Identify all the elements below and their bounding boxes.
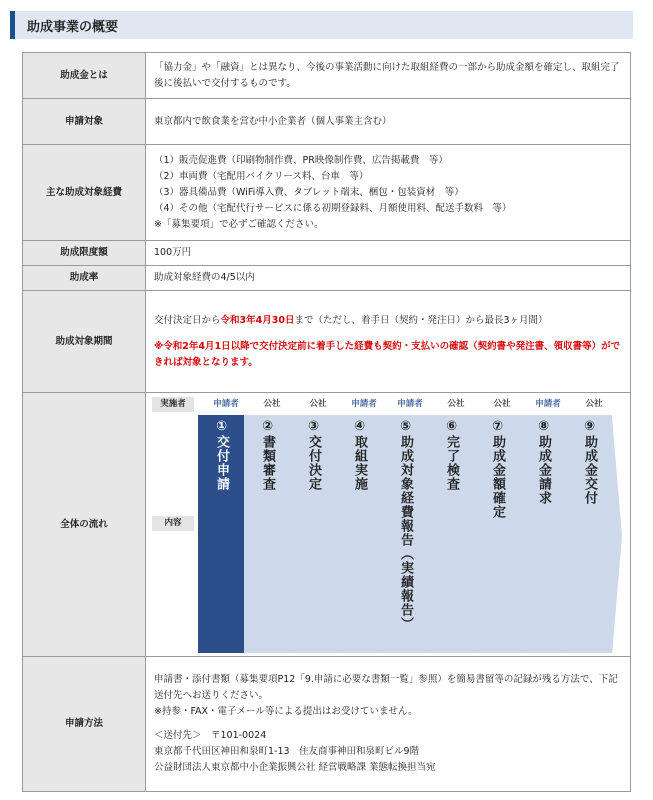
flow-step-actor: 申請者 [351,399,377,409]
flow-arrow [612,417,622,655]
expense-item: （4）その他（宅配代行サービスに係る初期登録料、月額使用料、配送手数料 等） [154,202,512,214]
overview-table [22,52,631,792]
flow-step-box [520,415,566,653]
flow-step-actor: 公社 [309,399,327,409]
flow-step-text: ⑧助成金請求 [536,419,551,505]
actor-row-label: 実施者 [152,397,194,412]
flow-step-text: ②書類審査 [260,419,275,491]
address-line: 公益財団法人東京都中小企業振興公社 経営戦略課 業態転換担当宛 [154,762,436,773]
expense-item: （2）車両費（宅配用バイクリース料、台車 等） [154,170,369,182]
flow-step-box [474,415,520,653]
expense-item: （3）器具備品費（WiFi導入費、タブレット端末、梱包・包装資材 等） [154,186,464,198]
period-deadline: 令和3年4月30日 [220,314,295,326]
row-rate [23,266,631,291]
label-flow: 全体の流れ [23,393,146,657]
flow-step-box [566,415,612,653]
value-target: 東京都内で飲食業を営む中小企業者（個人事業主含む） [146,99,631,145]
flow-step-actor: 申請者 [213,399,239,409]
flow-step-box [336,415,382,653]
flow-step-text: ⑥完了検査 [444,419,459,491]
row-expenses [23,145,631,241]
section-title: 助成事業の概要 [27,20,119,35]
value-method [146,657,631,792]
flow-step-text: ③交付決定 [306,419,321,491]
flow-step-text: ④取組実施 [352,419,367,491]
expense-item: （1）販売促進費（印刷物制作費、PR映像制作費、広告掲載費 等） [154,154,448,166]
flow-step-text: ⑤助成対象経費報告（実績報告） [398,419,413,631]
row-limit [23,241,631,266]
label-target: 申請対象 [23,99,146,145]
flow-step-actor: 公社 [263,399,281,409]
flow-step-box [382,415,428,653]
row-period [23,291,631,393]
label-rate: 助成率 [23,266,146,291]
row-flow [23,393,631,657]
value-what-is: 「協力金」や「融資」とは異なり、今後の事業活動に向けた取組経費の一部から助成金額を確定し、取組完了後に後払いで交付するものです。 [146,53,631,99]
value-expenses [146,145,631,241]
section-header [10,11,633,39]
address-line: 東京都千代田区神田和泉町1-13 住友商事神田和泉町ビル9階 [154,746,420,757]
value-period [146,291,631,393]
flow-step-text: ⑨助成金交付 [582,419,597,505]
value-flow [146,393,631,657]
row-what-is [23,53,631,99]
flow-step-actor: 公社 [447,399,465,409]
label-period: 助成対象期間 [23,291,146,393]
content-row-label: 内容 [152,516,194,531]
method-line: 申請書・添付書類（募集要項P12「9.申請に必要な書類一覧」参照）を簡易書留等の記録が残る方法で、下記送付先へお送りください。 [154,674,618,701]
label-limit: 助成限度額 [23,241,146,266]
period-note: ※令和2年4月1日以降で交付決定前に着手した経費も契約・支払いの確認（契約書や発注書、領収書等）ができれば対象となります。 [154,340,621,368]
address-line: ＜送付先＞ 〒101-0024 [154,730,267,741]
expense-note: ※「募集要項」で必ずご確認ください。 [154,218,324,230]
flow-step-actor: 申請者 [535,399,561,409]
period-text-before: 交付決定日から [154,314,221,326]
flow-step-actor: 公社 [585,399,603,409]
flow-diagram [150,396,626,653]
period-text-after: まで（ただし、着手日（契約・発注日）から最長3ヶ月間） [294,314,548,326]
value-rate: 助成対象経費の4/5以内 [146,266,631,291]
period-text [154,313,624,329]
flow-step-box [244,415,290,653]
row-method [23,657,631,792]
flow-step-actor: 申請者 [397,399,423,409]
value-limit: 100万円 [146,241,631,266]
flow-step-box [428,415,474,653]
flow-step-text: ①交付申請 [214,419,229,491]
row-target [23,99,631,145]
method-line: ※持参・FAX・電子メール等による提出はお受けていません。 [154,706,418,717]
flow-step-box [198,415,244,653]
flow-step [566,396,622,653]
flow-step-text: ⑦助成金額確定 [490,419,505,519]
label-expenses: 主な助成対象経費 [23,145,146,241]
label-what-is: 助成金とは [23,53,146,99]
flow-step-box [290,415,336,653]
label-method: 申請方法 [23,657,146,792]
flow-step-actor: 公社 [493,399,511,409]
